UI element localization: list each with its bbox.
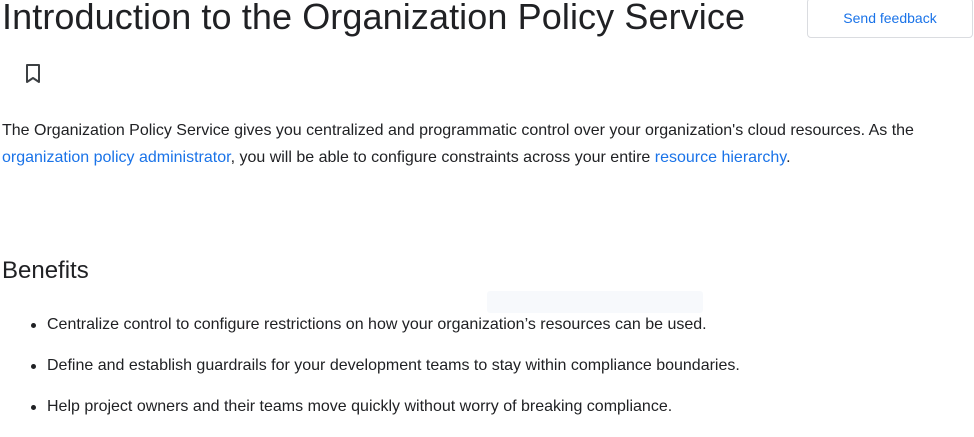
send-feedback-button[interactable]: Send feedback [807, 0, 973, 38]
list-item-text: Help project owners and their teams move quickly without worry of breaking compliance. [47, 398, 673, 415]
resource-hierarchy-link[interactable]: resource hierarchy [654, 148, 787, 166]
list-item-text: Define and establish guardrails for your development teams to stay within compliance boundaries. [47, 357, 740, 374]
organization-policy-administrator-link[interactable]: organization policy administrator [2, 148, 231, 166]
list-item-text: Centralize control to configure restrictions on how your organization’s resources can be used. [47, 316, 707, 333]
benefits-list [0, 314, 967, 437]
intro-text-1: The Organization Policy Service gives you centralized and programmatic control over your organization's cloud resources. As the [2, 122, 914, 139]
bullet-icon [31, 323, 36, 328]
list-item [47, 355, 967, 377]
list-item [47, 396, 967, 418]
bookmark-icon[interactable] [24, 50, 42, 72]
list-item [47, 314, 967, 336]
intro-text-2: , you will be able to configure constraints across your entire [230, 148, 655, 166]
bullet-icon [31, 405, 36, 410]
benefits-heading: Benefits [2, 257, 89, 284]
page-title [2, 0, 762, 84]
intro-text-3: . [786, 148, 791, 166]
faint-overlay [487, 291, 703, 313]
bullet-icon [31, 364, 36, 369]
page-title-text: Introduction to the Organization Policy Service [2, 0, 746, 37]
intro-paragraph [2, 118, 970, 171]
